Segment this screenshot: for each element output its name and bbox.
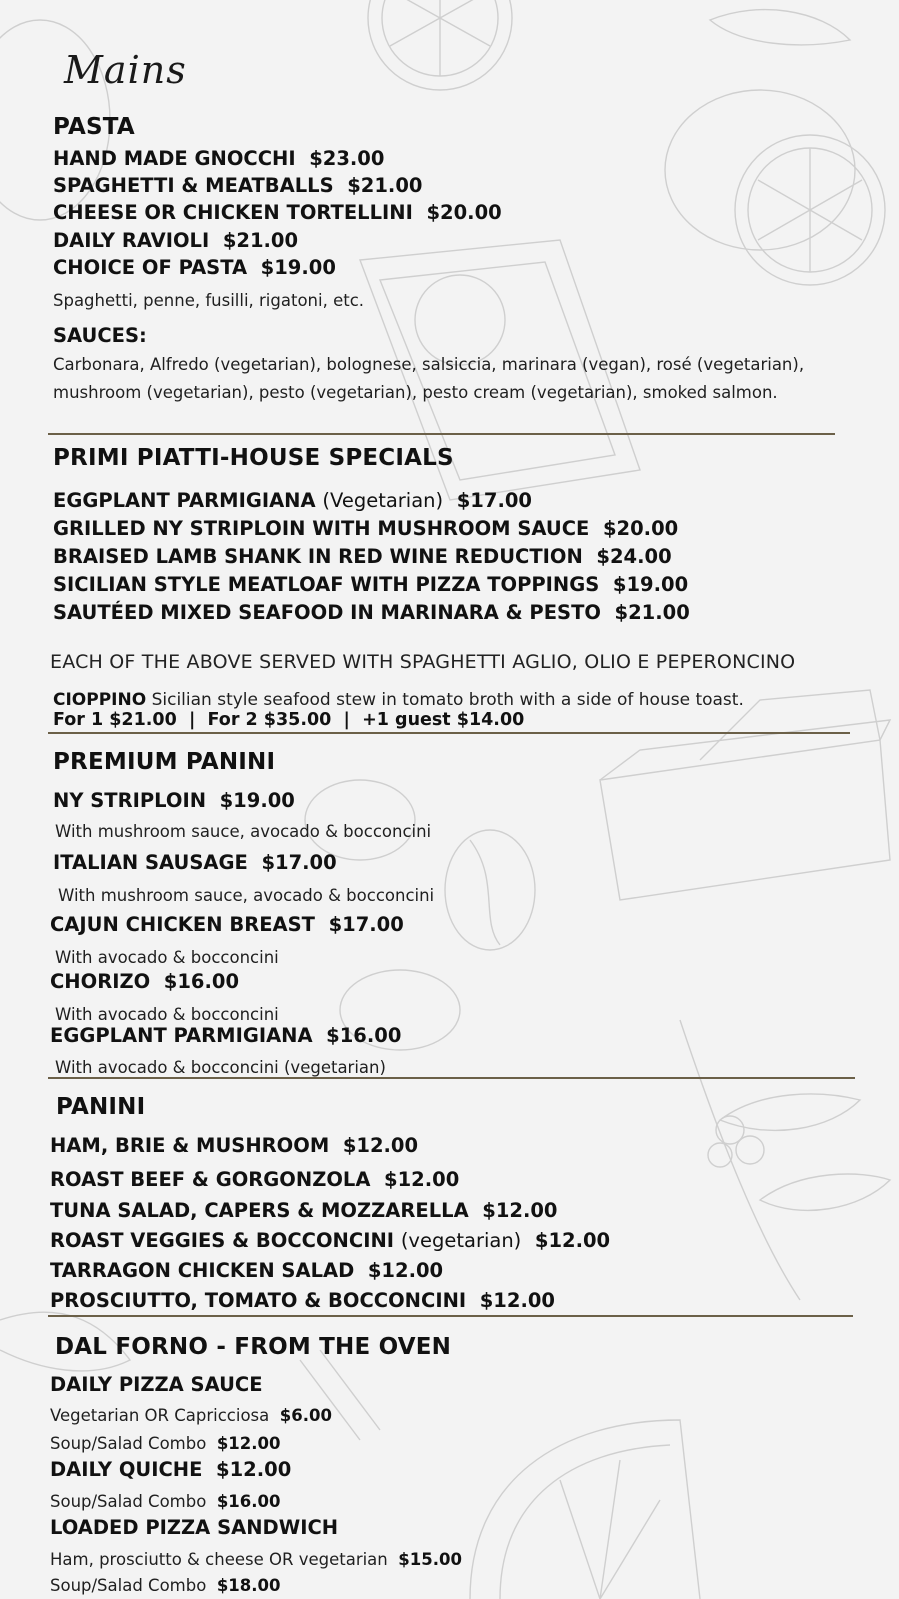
cioppino-item: CIOPPINO Sicilian style seafood stew in tomato broth with a side of house toast.	[53, 690, 744, 710]
menu-item: DAILY PIZZA SAUCE	[50, 1373, 263, 1396]
lemon-slice-sketch	[368, 0, 512, 90]
divider	[48, 1315, 853, 1317]
menu-item: ROAST BEEF & GORGONZOLA $12.00	[50, 1168, 460, 1191]
item-description: With mushroom sauce, avocado & bocconcini	[55, 822, 432, 841]
herb-sketch	[680, 1020, 890, 1300]
orange-slice-sketch	[470, 1420, 700, 1599]
section-heading-pasta: PASTA	[53, 114, 135, 140]
item-description: With avocado & bocconcini (vegetarian)	[55, 1058, 386, 1077]
item-description: With mushroom sauce, avocado & bocconcini	[58, 886, 435, 905]
item-option: Ham, prosciutto & cheese OR vegetarian $15.00	[50, 1550, 462, 1569]
menu-item: SICILIAN STYLE MEATLOAF WITH PIZZA TOPPINGS $19.00	[53, 573, 689, 596]
menu-item: TUNA SALAD, CAPERS & MOZZARELLA $12.00	[50, 1199, 558, 1222]
section-heading-premium-panini: PREMIUM PANINI	[53, 749, 276, 775]
divider	[48, 1077, 855, 1079]
menu-item: CHEESE OR CHICKEN TORTELLINI $20.00	[53, 201, 502, 224]
menu-item: NY STRIPLOIN $19.00	[53, 789, 295, 812]
item-option: Soup/Salad Combo $18.00	[50, 1576, 281, 1595]
menu-item: ITALIAN SAUSAGE $17.00	[53, 851, 337, 874]
menu-item: TARRAGON CHICKEN SALAD $12.00	[50, 1259, 444, 1282]
item-description: Spaghetti, penne, fusilli, rigatoni, etc.	[53, 291, 365, 310]
item-description: With avocado & bocconcini	[55, 948, 279, 967]
bread-sketch	[600, 690, 890, 900]
cioppino-prices: For 1 $21.00 | For 2 $35.00 | +1 guest $14.00	[53, 710, 525, 730]
sauces-description: Carbonara, Alfredo (vegetarian), bolognese, salsiccia, marinara (vegan), rosé (vegetarian), mushroom (vegetarian), pesto (vegetarian), pesto cream (vegetarian), smoked salmon.	[53, 355, 805, 402]
item-option: Soup/Salad Combo $12.00	[50, 1434, 281, 1453]
section-heading-dal-forno: DAL FORNO - FROM THE OVEN	[55, 1334, 452, 1360]
divider	[48, 732, 850, 734]
section-heading-panini: PANINI	[56, 1094, 146, 1120]
sauces-label: SAUCES:	[53, 324, 147, 347]
served-with-note: EACH OF THE ABOVE SERVED WITH SPAGHETTI AGLIO, OLIO E PEPERONCINO	[50, 651, 796, 673]
item-option: Vegetarian OR Capricciosa $6.00	[50, 1406, 332, 1425]
menu-item: PROSCIUTTO, TOMATO & BOCCONCINI $12.00	[50, 1289, 555, 1312]
item-option: Soup/Salad Combo $16.00	[50, 1492, 281, 1511]
menu-item: SPAGHETTI & MEATBALLS $21.00	[53, 174, 423, 197]
item-description: With avocado & bocconcini	[55, 1005, 279, 1024]
page-title: Mains	[64, 48, 187, 92]
menu-item: LOADED PIZZA SANDWICH	[50, 1516, 339, 1539]
divider	[48, 433, 835, 435]
menu-item: ROAST VEGGIES & BOCCONCINI (vegetarian) $12.00	[50, 1229, 611, 1252]
section-heading-primi: PRIMI PIATTI-HOUSE SPECIALS	[53, 445, 454, 471]
menu-item: DAILY QUICHE $12.00	[50, 1458, 292, 1481]
lemon-sketch	[665, 10, 885, 285]
menu-item: CHORIZO $16.00	[50, 970, 240, 993]
menu-item: BRAISED LAMB SHANK IN RED WINE REDUCTION $24.00	[53, 545, 672, 568]
menu-item: CHOICE OF PASTA $19.00	[53, 256, 336, 279]
menu-item: EGGPLANT PARMIGIANA $16.00	[50, 1024, 402, 1047]
menu-item: EGGPLANT PARMIGIANA (Vegetarian) $17.00	[53, 489, 532, 512]
menu-item: HAM, BRIE & MUSHROOM $12.00	[50, 1134, 419, 1157]
menu-item: DAILY RAVIOLI $21.00	[53, 229, 299, 252]
menu-item: CAJUN CHICKEN BREAST $17.00	[50, 913, 404, 936]
menu-item: HAND MADE GNOCCHI $23.00	[53, 147, 385, 170]
menu-item: SAUTÉED MIXED SEAFOOD IN MARINARA & PESTO $21.00	[53, 601, 690, 624]
menu-item: GRILLED NY STRIPLOIN WITH MUSHROOM SAUCE $20.00	[53, 517, 679, 540]
